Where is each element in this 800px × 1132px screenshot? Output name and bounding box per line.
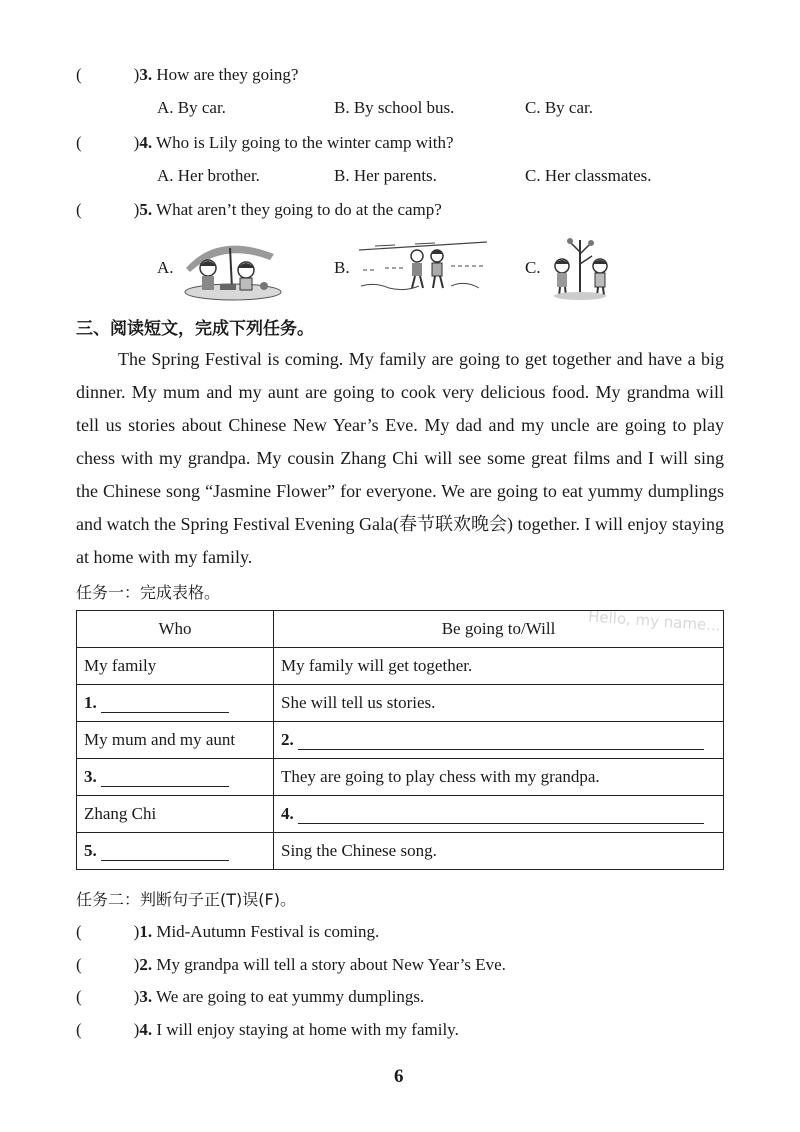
section-three-title: 三、阅读短文，完成下列任务。 [76, 319, 314, 339]
blank-number: 5. [84, 841, 97, 860]
cell-who-blank[interactable] [77, 685, 274, 722]
answer-paren-close: ) [133, 200, 140, 219]
option-b: B. Her parents. [334, 166, 437, 185]
picnic-illustration [178, 230, 286, 302]
cell-what: She will tell us stories. [274, 685, 724, 722]
option-a: A. By car. [157, 98, 226, 117]
reading-passage [76, 343, 724, 574]
answer-paren-close: ) [133, 1020, 140, 1039]
blank-number: 1. [84, 693, 97, 712]
answer-paren-open: ( [76, 955, 82, 974]
fill-blank-line[interactable] [101, 695, 229, 713]
item-text: Mid-Autumn Festival is coming. [156, 922, 380, 941]
table-row [77, 796, 724, 833]
question-5 [76, 199, 442, 221]
cell-what-blank[interactable] [274, 796, 724, 833]
question-4 [76, 132, 454, 154]
answer-paren-open: ( [76, 133, 82, 152]
page-number: 6 [394, 1066, 404, 1087]
question-number: 5. [139, 200, 153, 219]
tf-item-2 [76, 954, 506, 976]
answer-paren-close: ) [133, 65, 140, 84]
table-row [77, 722, 724, 759]
tree-planting-illustration [548, 232, 618, 302]
item-number: 1. [139, 922, 153, 941]
header-be-going-to: Be going to/Will [274, 611, 724, 648]
answer-paren-close: ) [133, 922, 140, 941]
table-row [77, 833, 724, 870]
item-text: I will enjoy staying at home with my family. [156, 1020, 459, 1039]
option-b: B. By school bus. [334, 98, 455, 117]
option-c: C. Her classmates. [525, 166, 652, 185]
option-c: C. By car. [525, 98, 593, 117]
tf-item-3 [76, 986, 424, 1008]
item-text: My grandpa will tell a story about New Year’s Eve. [156, 955, 506, 974]
option-a: A. Her brother. [157, 166, 260, 185]
header-who: Who [77, 611, 274, 648]
item-number: 2. [139, 955, 153, 974]
answer-paren-close: ) [133, 133, 140, 152]
fill-blank-line[interactable] [298, 806, 704, 824]
table-row [77, 759, 724, 796]
item-number: 4. [139, 1020, 153, 1039]
watermark-text: Hello, my name... [587, 607, 722, 635]
task-two-title: 任务二：判断句子正(T)误(F)。 [76, 890, 296, 909]
answer-paren-open: ( [76, 200, 82, 219]
cell-what: They are going to play chess with my grandpa. [274, 759, 724, 796]
tf-item-1 [76, 921, 379, 943]
fill-blank-line[interactable] [101, 769, 229, 787]
cell-what: My family will get together. [274, 648, 724, 685]
question-text: What aren’t they going to do at the camp? [156, 200, 442, 219]
question-number: 3. [139, 65, 153, 84]
picture-option-a-label: A. [157, 258, 174, 277]
question-text: How are they going? [156, 65, 299, 84]
answer-paren-open: ( [76, 987, 82, 1006]
fill-blank-line[interactable] [101, 843, 229, 861]
answer-paren-open: ( [76, 1020, 82, 1039]
question-text: Who is Lily going to the winter camp with? [156, 133, 454, 152]
cell-who: My mum and my aunt [77, 722, 274, 759]
cell-who-blank[interactable] [77, 833, 274, 870]
task-one-title: 任务一：完成表格。 [76, 583, 221, 602]
table-header-row [77, 611, 724, 648]
cell-who-blank[interactable] [77, 759, 274, 796]
passage-text: The Spring Festival is coming. My family are going to get together and have a big dinner. My mum and my aunt are going to cook very delicious food. My grandma will tell us stories about Chinese New Year’s Eve. My dad and my uncle are going to play chess with my grandpa. My cousin Zhang Chi will see some great films and I will sing the Chinese song “Jasmine Flower” for everyone. We are going to eat yummy dumplings and watch the Spring Festival Evening Gala(春节联欢晚会) together. I will enjoy staying at home with my family. [76, 349, 724, 567]
blank-number: 4. [281, 804, 294, 823]
table-row [77, 648, 724, 685]
tf-item-4 [76, 1019, 459, 1041]
item-text: We are going to eat yummy dumplings. [156, 987, 425, 1006]
cell-what: Sing the Chinese song. [274, 833, 724, 870]
answer-paren-close: ) [133, 987, 140, 1006]
task-one-table [76, 610, 724, 870]
cell-who: My family [77, 648, 274, 685]
answer-paren-open: ( [76, 922, 82, 941]
question-3 [76, 64, 298, 86]
cell-who: Zhang Chi [77, 796, 274, 833]
skating-illustration [355, 236, 491, 298]
picture-option-b-label: B. [334, 258, 350, 277]
cell-what-blank[interactable] [274, 722, 724, 759]
blank-number: 3. [84, 767, 97, 786]
answer-paren-close: ) [133, 955, 140, 974]
fill-blank-line[interactable] [298, 732, 704, 750]
question-number: 4. [139, 133, 153, 152]
table-row [77, 685, 724, 722]
item-number: 3. [139, 987, 153, 1006]
blank-number: 2. [281, 730, 294, 749]
answer-paren-open: ( [76, 65, 82, 84]
picture-option-c-label: C. [525, 258, 541, 277]
